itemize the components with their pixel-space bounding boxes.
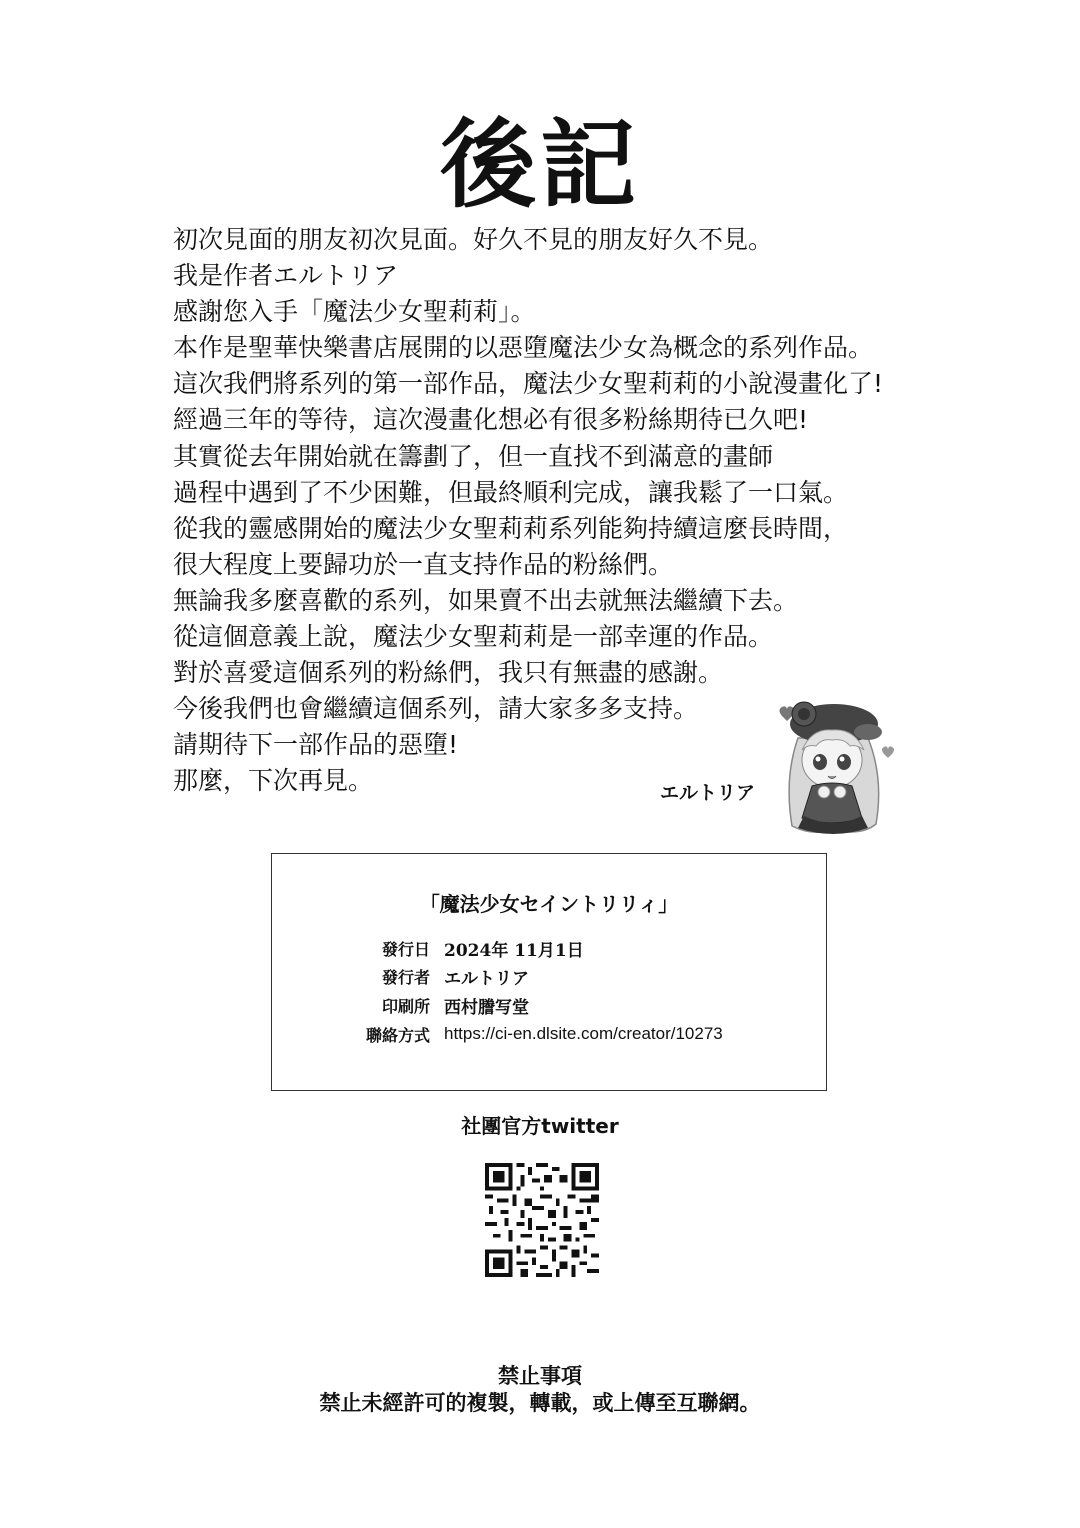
body-line: 無論我多麼喜歡的系列，如果賣不出去就無法繼續下去。	[173, 585, 799, 615]
colophon-label: 發行者	[381, 967, 430, 987]
body-line: 今後我們也會繼續這個系列，請大家多多支持。	[173, 694, 699, 724]
colophon-value: 西村謄写堂	[444, 997, 529, 1018]
colophon-row-contact	[356, 1020, 723, 1048]
body-line: 對於喜愛這個系列的粉絲們，我只有無盡的感謝。	[173, 658, 724, 688]
twitter-label: 社團官方twitter	[461, 1114, 619, 1138]
colophon-value: エルトリア	[444, 968, 529, 989]
colophon-title: 「魔法少女セイントリリィ」	[419, 892, 679, 916]
body-line: 其實從去年開始就在籌劃了，但一直找不到滿意的畫師	[173, 441, 774, 471]
body-line: 感謝您入手「魔法少女聖莉莉」。	[173, 297, 536, 327]
colophon-row-printer	[356, 991, 529, 1019]
body-line: 本作是聖華快樂書店展開的以惡墮魔法少女為概念的系列作品。	[173, 333, 874, 363]
colophon-label: 聯絡方式	[365, 1025, 430, 1045]
contact-link[interactable]: https://ci-en.dlsite.com/creator/10273	[444, 1024, 723, 1043]
body-line: 請期待下一部作品的惡墮!	[173, 730, 459, 760]
body-line: 從這個意義上說，魔法少女聖莉莉是一部幸運的作品。	[173, 622, 774, 652]
colophon-row-release-date	[356, 934, 584, 962]
body-line: 那麼，下次再見。	[173, 766, 374, 796]
body-line: 經過三年的等待，這次漫畫化想必有很多粉絲期待已久吧!	[173, 405, 809, 435]
prohibition-text: 禁止未經許可的複製，轉載，或上傳至互聯網。	[319, 1391, 761, 1415]
colophon-label: 發行日	[381, 939, 430, 959]
page-title: 後記	[440, 109, 640, 221]
body-line: 初次見面的朋友初次見面。好久不見的朋友好久不見。	[173, 225, 774, 254]
chibi-character-illustration	[768, 688, 898, 838]
body-line: 這次我們將系列的第一部作品，魔法少女聖莉莉的小說漫畫化了!	[173, 369, 884, 399]
colophon-label: 印刷所	[381, 996, 430, 1016]
prohibition-title: 禁止事項	[498, 1364, 582, 1388]
author-signature: エルトリア	[660, 782, 756, 804]
colophon-value: 2024年 11月1日	[444, 940, 584, 961]
qr-code-icon[interactable]	[485, 1163, 599, 1277]
body-line: 很大程度上要歸功於一直支持作品的粉絲們。	[173, 549, 674, 579]
body-line: 從我的靈感開始的魔法少女聖莉莉系列能夠持續這麼長時間，	[173, 513, 849, 543]
body-line: 過程中遇到了不少困難，但最終順利完成，讓我鬆了一口氣。	[173, 477, 849, 507]
colophon-box	[271, 853, 827, 1091]
body-line: 我是作者エルトリア	[173, 261, 399, 291]
colophon-row-publisher	[356, 962, 529, 990]
